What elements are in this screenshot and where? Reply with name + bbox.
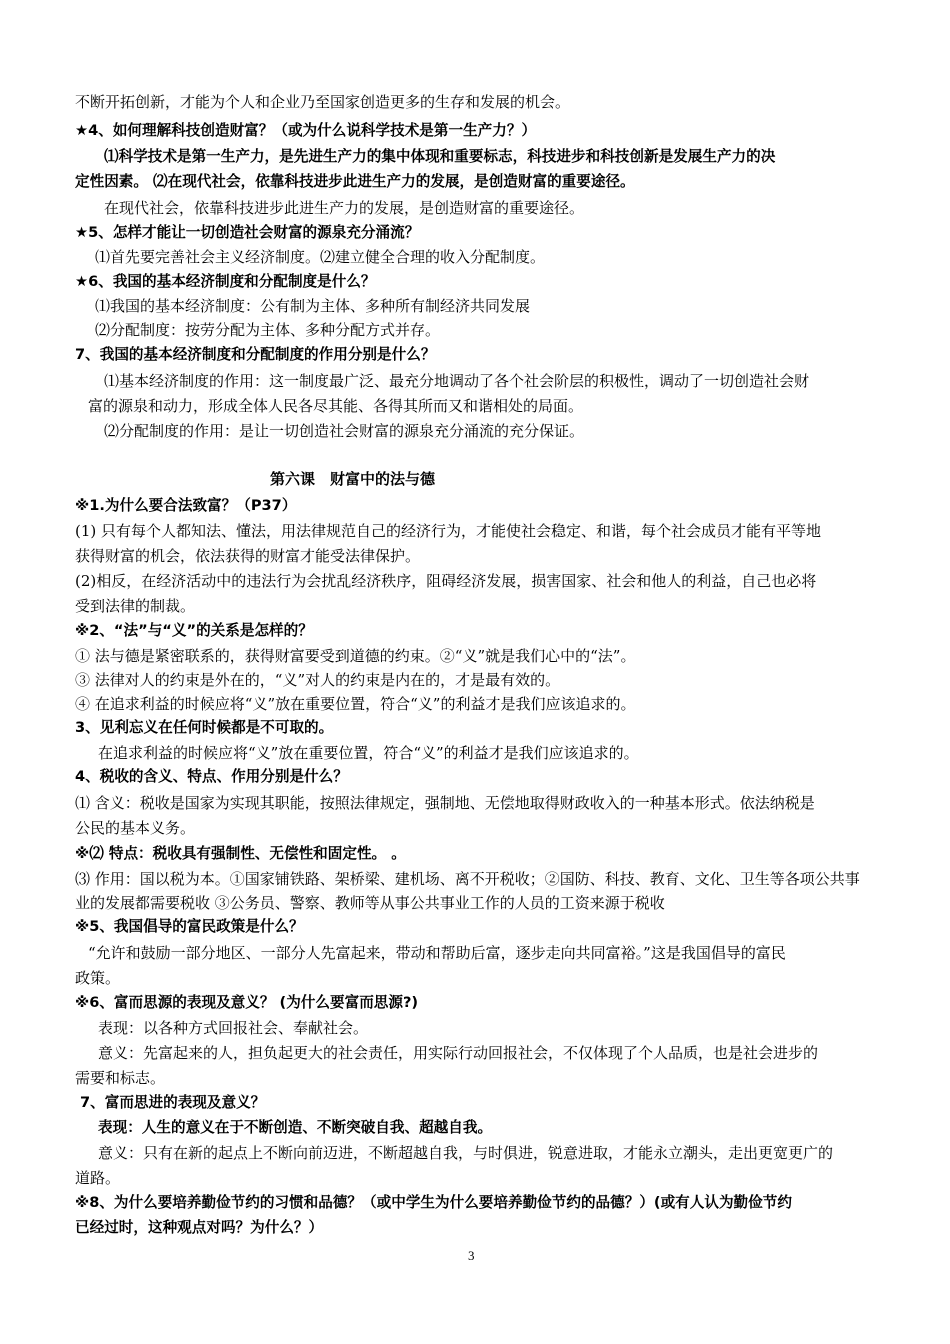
text-line: 公民的基本义务。 <box>75 819 196 837</box>
text-line: 意义：先富起来的人，担负起更大的社会责任，用实际行动回报社会，不仅体现了个人品质，也是社会进步的 <box>98 1044 819 1062</box>
text-line: 意义：只有在新的起点上不断向前迈进，不断超越自我，与时俱进，锐意进取，才能永立潮头，走出更宽更广的 <box>98 1144 834 1162</box>
text-line: (2)相反，在经济活动中的违法行为会扰乱经济秩序，阻碍经济发展，损害国家、社会和他人的利益，自己也必将 <box>75 572 817 590</box>
answer-bold-line: ※⑵ 特点：税收具有强制性、无偿性和固定性。 。 <box>75 845 406 862</box>
text-line: ⑴基本经济制度的作用：这一制度最广泛、最充分地调动了各个社会阶层的积极性，调动了一切创造社会财 <box>104 372 810 390</box>
question-heading: 7、我国的基本经济制度和分配制度的作用分别是什么？ <box>75 346 436 363</box>
question-heading: 已经过时，这种观点对吗？为什么？） <box>75 1219 324 1236</box>
lesson-title: 第六课 财富中的法与德 <box>270 470 436 488</box>
text-line: “允许和鼓励一部分地区、一部分人先富起来，带动和帮助后富，逐步走向共同富裕。”这是我国倡导的富民 <box>88 944 786 962</box>
text-line: 获得财富的机会，依法获得的财富才能受法律保护。 <box>75 547 421 565</box>
question-heading: 7、富而思进的表现及意义？ <box>80 1094 266 1111</box>
text-line: ⑴ 含义：税收是国家为实现其职能，按照法律规定，强制地、无偿地取得财政收入的一种基本形式。依法纳税是 <box>75 794 815 812</box>
text-line: 不断开拓创新，才能为个人和企业乃至国家创造更多的生存和发展的机会。 <box>75 93 571 111</box>
question-heading: 4、税收的含义、特点、作用分别是什么？ <box>75 768 348 785</box>
text-line: ⑴我国的基本经济制度：公有制为主体、多种所有制经济共同发展 <box>95 297 531 315</box>
question-heading: ※6、富而思源的表现及意义？ (为什么要富而思源?) <box>75 994 419 1011</box>
text-line: ⑵分配制度的作用：是让一切创造社会财富的源泉充分涌流的充分保证。 <box>104 422 585 440</box>
text-line: 需要和标志。 <box>75 1069 166 1087</box>
text-line: ⑴首先要完善社会主义经济制度。⑵建立健全合理的收入分配制度。 <box>95 248 546 266</box>
text-line: ④ 在追求利益的时候应将“义”放在重要位置，符合“义”的利益才是我们应该追求的。 <box>75 695 636 713</box>
text-line: ③ 法律对人的约束是外在的，“义”对人的约束是内在的，才是最有效的。 <box>75 671 561 689</box>
question-heading: ※8、为什么要培养勤俭节约的习惯和品德？（或中学生为什么要培养勤俭节约的品德？）(或有人认为勤俭节约 <box>75 1194 792 1211</box>
question-heading: ★4、如何理解科技创造财富？（或为什么说科学技术是第一生产力？） <box>75 122 537 139</box>
question-heading: ★6、我国的基本经济制度和分配制度是什么？ <box>75 273 376 290</box>
question-heading: 3、见利忘义在任何时候都是不可取的。 <box>75 719 334 736</box>
text-line: ⑵分配制度：按劳分配为主体、多种分配方式并存。 <box>95 321 441 339</box>
text-line: 表现：以各种方式回报社会、奉献社会。 <box>98 1019 369 1037</box>
text-line: 富的源泉和动力，形成全体人民各尽其能、各得其所而又和谐相处的局面。 <box>88 397 584 415</box>
answer-bold-line: 定性因素。 ⑵在现代社会，依靠科技进步此进生产力的发展，是创造财富的重要途径。 <box>75 173 635 190</box>
text-line: 受到法律的制裁。 <box>75 597 196 615</box>
question-heading: ※2、“法”与“义”的关系是怎样的？ <box>75 622 313 639</box>
text-line: ⑶ 作用：国以税为本。①国家铺铁路、架桥梁、建机场、离不开税收；②国防、科技、教育、文化、卫生等各项公共事 <box>75 870 860 888</box>
page-number: 3 <box>468 1248 475 1263</box>
text-line: 道路。 <box>75 1169 121 1187</box>
answer-bold-line: 表现：人生的意义在于不断创造、不断突破自我、超越自我。 <box>98 1119 493 1136</box>
text-line: 在现代社会，依靠科技进步此进生产力的发展，是创造财富的重要途径。 <box>104 199 585 217</box>
text-line: (1) 只有每个人都知法、懂法，用法律规范自己的经济行为，才能使社会稳定、和谐，每个社会成员才能有平等地 <box>75 522 822 540</box>
text-line: 在追求利益的时候应将“义”放在重要位置，符合“义”的利益才是我们应该追求的。 <box>98 744 639 762</box>
text-line: ① 法与德是紧密联系的，获得财富要受到道德的约束。②“义”就是我们心中的“法”。 <box>75 647 636 665</box>
text-line: 业的发展都需要税收 ③公务员、警察、教师等从事公共事业工作的人员的工资来源于税收 <box>75 894 665 912</box>
question-heading: ★5、怎样才能让一切创造社会财富的源泉充分涌流？ <box>75 224 420 241</box>
text-line: 政策。 <box>75 969 121 987</box>
question-heading: ※5、我国倡导的富民政策是什么？ <box>75 918 304 935</box>
answer-bold-line: ⑴科学技术是第一生产力，是先进生产力的集中体现和重要标志，科技进步和科技创新是发展生产力的决 <box>104 148 776 165</box>
question-heading: ※1.为什么要合法致富？（P37） <box>75 497 297 514</box>
